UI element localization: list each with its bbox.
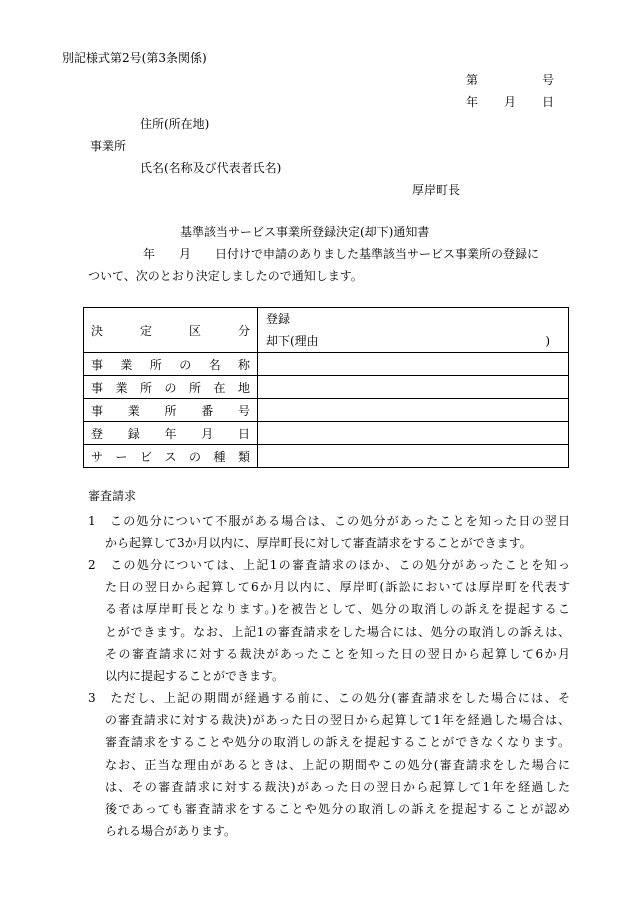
review-item-3-line: られる場合があります。 <box>105 824 237 839</box>
review-item-2-line: 2 この処分については、上記1の審査請求のほか、この処分があったことを知っ <box>88 558 570 572</box>
row-label-service-type: サービスの種類 <box>91 449 250 464</box>
review-item-2-line: た日の翌日から起算して6か月以内に、厚岸町(訴訟においては厚岸町を代表す <box>105 580 570 595</box>
name-label: 氏名(名称及び代表者氏名) <box>140 161 282 175</box>
intro-line2: ついて、次のとおり決定しましたので通知します。 <box>88 269 363 283</box>
review-item-1 <box>88 510 570 554</box>
table-row <box>84 422 569 445</box>
row-label-business-number: 事業所番号 <box>91 403 250 418</box>
review-item-2-line: その審査請求に対する裁決があったことを知った日の翌日から起算して6か月 <box>105 646 570 661</box>
review-item-1-line: 1 この処分について不服がある場合は、この処分があったことを知った日の翌日 <box>88 514 570 528</box>
decision-label: 決定区分 <box>91 323 250 338</box>
form-title: 別記様式第2号(第3条関係) <box>62 51 207 65</box>
row-value-registration-date <box>258 422 569 445</box>
review-item-3-line: の審査請求に対する裁決)があった日の翌日から起算して1年を経過した場合は、 <box>105 713 570 728</box>
review-item-3-line: 審査請求をすることや処分の取消しの訴えを提起することができなくなります。 <box>105 735 570 750</box>
doc-date-year: 年 <box>466 95 479 109</box>
decision-table <box>83 307 569 468</box>
doc-date-month: 月 <box>504 95 517 109</box>
review-item-3-line: 3 ただし、上記の期間が経過する前に、この処分(審査請求をした場合には、そ <box>88 691 570 705</box>
intro-month: 月 <box>179 247 192 261</box>
review-item-2-line: とができます。なお、上記1の審査請求をした場合には、処分の取消しの訴えは、 <box>105 624 570 639</box>
doc-number-suffix: 号 <box>542 73 555 87</box>
review-item-3-line: は、その審査請求に対する裁決)があった日の翌日から起算して1年を経過した <box>105 779 570 794</box>
row-value-business-name <box>258 353 569 376</box>
review-item-2-line: 以内に提起することができます。 <box>105 669 285 684</box>
review-item-2 <box>88 554 570 687</box>
table-row <box>84 376 569 399</box>
row-label-business-name: 事業所の名称 <box>91 357 250 372</box>
address-label: 住所(所在地) <box>140 117 210 131</box>
table-row <box>84 399 569 422</box>
table-row <box>84 353 569 376</box>
row-label-business-address: 事業所の所在地 <box>91 380 250 395</box>
decision-value-cell <box>258 308 569 353</box>
row-value-business-number <box>258 399 569 422</box>
option-reject <box>266 330 560 352</box>
business-label: 事業所 <box>90 139 127 153</box>
review-heading: 審査請求 <box>88 489 137 503</box>
intro-year: 年 <box>143 247 156 261</box>
intro-line1-rest: 日付けで申請のありました基準該当サービス事業所の登録に <box>215 247 540 261</box>
table-row <box>84 445 569 468</box>
option-reject-close: ) <box>545 334 550 348</box>
review-item-3 <box>88 687 570 842</box>
option-reject-text: 却下(理由 <box>266 334 319 348</box>
option-register: 登録 <box>266 312 291 326</box>
row-value-service-type <box>258 445 569 468</box>
decision-label-cell <box>84 308 258 353</box>
doc-date-day: 日 <box>542 95 555 109</box>
issuer: 厚岸町長 <box>412 183 461 197</box>
doc-number-prefix: 第 <box>466 73 479 87</box>
review-item-3-line: 後であっても審査請求をすることや処分の取消しの訴えを提起することが認め <box>105 802 570 817</box>
review-item-1-line: から起算して3か月以内に、厚岸町長に対して審査請求をすることができます。 <box>105 536 532 551</box>
row-value-business-address <box>258 376 569 399</box>
row-label-registration-date: 登録年月日 <box>91 426 250 441</box>
review-item-3-line: なお、正当な理由があるときは、上記の期間やこの処分(審査請求をした場合に <box>105 757 570 772</box>
table-row <box>84 308 569 353</box>
review-item-2-line: る者は厚岸町長となります。)を被告として、処分の取消しの訴えを提起するこ <box>105 602 570 617</box>
notice-title: 基準該当サービス事業所登録決定(却下)通知書 <box>180 225 430 239</box>
